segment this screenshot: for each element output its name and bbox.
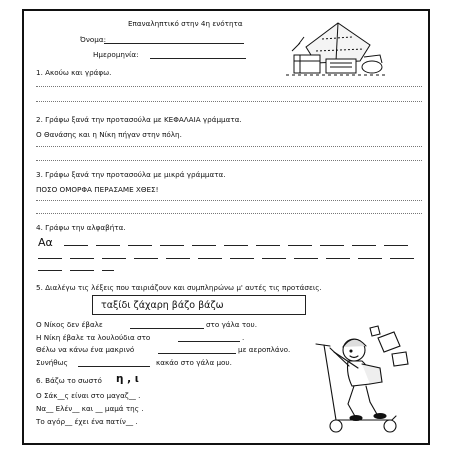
date-label: Ημερομηνία:	[93, 50, 139, 59]
ex5-sentence-3-end: με αεροπλάνο.	[238, 345, 291, 354]
fill-blank[interactable]	[178, 341, 240, 342]
alphabet-blank[interactable]	[134, 258, 158, 259]
alphabet-blank[interactable]	[384, 245, 408, 246]
alphabet-blank[interactable]	[192, 245, 216, 246]
alphabet-blank[interactable]	[224, 245, 248, 246]
alphabet-blank[interactable]	[352, 245, 376, 246]
alphabet-blank[interactable]	[166, 258, 190, 259]
ex3-sentence: ΠΟΣΟ ΟΜΟΡΦΑ ΠΕΡΑΣΑΜΕ ΧΘΕΣ!	[36, 185, 159, 194]
alphabet-blank[interactable]	[38, 270, 62, 271]
write-line[interactable]	[36, 200, 422, 201]
ex5-sentence-4-start: Συνήθως	[36, 358, 68, 367]
ex6-line-3: Το αγόρ__ έχει ένα πατίν__ .	[36, 417, 138, 426]
ex1-heading: 1. Ακούω και γράφω.	[36, 68, 112, 77]
alphabet-blank[interactable]	[390, 258, 414, 259]
worksheet-title: Επαναληπτικό στην 4η ενότητα	[128, 19, 243, 28]
ex4-heading: 4. Γράφω την αλφαβήτα.	[36, 223, 126, 232]
alphabet-blank[interactable]	[294, 258, 318, 259]
ex3-heading: 3. Γράφω ξανά την προτασούλα με μικρά γράμματα.	[36, 170, 226, 179]
name-field[interactable]	[104, 43, 244, 44]
alphabet-blank[interactable]	[160, 245, 184, 246]
word-bank	[92, 295, 306, 315]
write-line[interactable]	[36, 101, 422, 102]
write-line[interactable]	[36, 160, 422, 161]
alphabet-blank[interactable]	[38, 258, 62, 259]
write-line[interactable]	[36, 213, 422, 214]
ex2-sentence: Ο Θανάσης και η Νίκη πήγαν στην πόλη.	[36, 130, 182, 139]
fill-blank[interactable]	[130, 328, 204, 329]
alphabet-blank[interactable]	[358, 258, 382, 259]
ex6-line-1: Ο Σάκ__ς είναι στο μαγαζ__ .	[36, 391, 141, 400]
date-field[interactable]	[150, 58, 246, 59]
alphabet-blank[interactable]	[70, 258, 94, 259]
alphabet-blank[interactable]	[230, 258, 254, 259]
camping-gear-drawing	[286, 17, 388, 79]
word-bank-words: ταξίδι ζάχαρη βάζο βάζω	[101, 300, 224, 311]
fill-blank[interactable]	[78, 366, 150, 367]
ex5-sentence-3-start: Θέλω να κάνω ένα μακρινό	[36, 345, 135, 354]
alphabet-blank[interactable]	[102, 270, 114, 271]
ex5-sentence-2-start: Η Νίκη έβαλε τα λουλούδια στο	[36, 333, 151, 342]
alphabet-blank[interactable]	[64, 245, 88, 246]
alphabet-blank[interactable]	[288, 245, 312, 246]
name-label: Όνομα:	[80, 35, 106, 44]
alphabet-blank[interactable]	[320, 245, 344, 246]
alphabet-blank[interactable]	[198, 258, 222, 259]
alphabet-start-letters: Αα	[38, 236, 53, 249]
ex2-heading: 2. Γράφω ξανά την προτασούλα με ΚΕΦΑΛΑΙΑ γράμματα.	[36, 115, 242, 124]
ex6-letters: η , ι	[116, 373, 139, 385]
ex6-heading: 6. Βάζω το σωστό	[36, 376, 102, 385]
ex5-heading: 5. Διαλέγω τις λέξεις που ταιριάζουν και συμπληρώνω μ' αυτές τις προτάσεις.	[36, 283, 322, 292]
fill-blank[interactable]	[158, 353, 236, 354]
alphabet-blank[interactable]	[96, 245, 120, 246]
ex6-line-2: Να__ Ελέν__ και __ μαμά της .	[36, 404, 144, 413]
alphabet-blank[interactable]	[256, 245, 280, 246]
write-line[interactable]	[36, 86, 422, 87]
alphabet-blank[interactable]	[102, 258, 126, 259]
ex5-sentence-1-start: Ο Νίκος δεν έβαλε	[36, 320, 103, 329]
ex5-sentence-1-end: στο γάλα του.	[206, 320, 258, 329]
boy-on-scooter-drawing	[296, 324, 416, 440]
alphabet-blank[interactable]	[128, 245, 152, 246]
alphabet-blank[interactable]	[326, 258, 350, 259]
ex5-sentence-2-end: .	[242, 333, 245, 342]
alphabet-blank[interactable]	[262, 258, 286, 259]
ex5-sentence-4-end: κακάο στο γάλα μου.	[156, 358, 232, 367]
write-line[interactable]	[36, 146, 422, 147]
alphabet-blank[interactable]	[70, 270, 94, 271]
